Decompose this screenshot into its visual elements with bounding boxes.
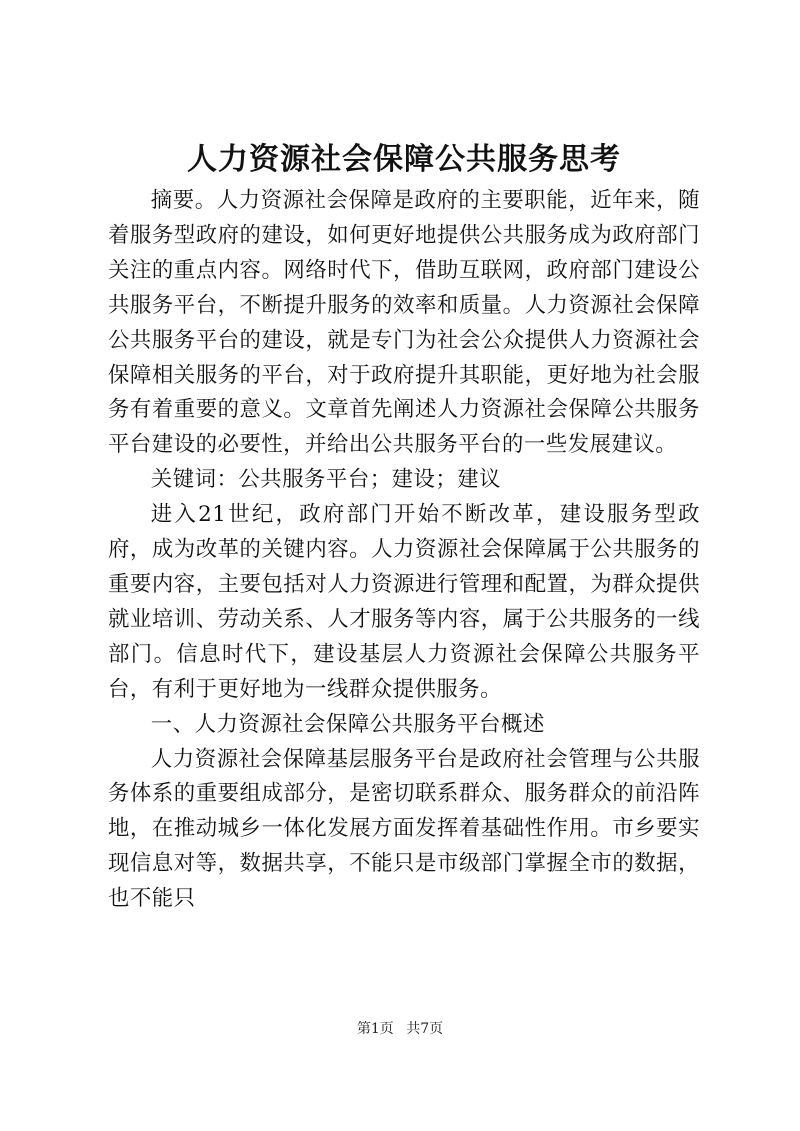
document-page xyxy=(108,136,700,917)
keywords-paragraph: 关键词：公共服务平台；建设；建议 xyxy=(150,467,502,493)
section-heading: 一、人力资源社会保障公共服务平台概述 xyxy=(150,711,545,737)
document-title: 人力资源社会保障公共服务思考 xyxy=(187,142,621,177)
body-paragraph: 人力资源社会保障基层服务平台是政府社会管理与公共服务体系的重要组成部分，是密切联系群众、服务群众的前沿阵地，在推动城乡一体化发展方面发挥着基础性作用。市乡要实现信息对等，数据共享，不能只是市级部门掌握全市的数据，也不能只 xyxy=(108,746,700,912)
abstract-paragraph: 摘要。人力资源社会保障是政府的主要职能，近年来，随着服务型政府的建设，如何更好地提供公共服务成为政府部门关注的重点内容。网络时代下，借助互联网，政府部门建设公共服务平台，不断提升服务的效率和质量。人力资源社会保障公共服务平台的建设，就是专门为社会公众提供人力资源社会保障相关服务的平台，对于政府提升其职能，更好地为社会服务有着重要的意义。文章首先阐述人力资源社会保障公共服务平台建设的必要性，并给出公共服务平台的一些发展建议。 xyxy=(108,188,700,458)
intro-paragraph: 进入21世纪，政府部门开始不断改革，建设服务型政府，成为改革的关键内容。人力资源社会保障属于公共服务的重要内容，主要包括对人力资源进行管理和配置，为群众提供就业培训、劳动关系、人才服务等内容，属于公共服务的一线部门。信息时代下，建设基层人力资源社会保障公共服务平台，有利于更好地为一线群众提供服务。 xyxy=(108,502,700,702)
page-total: 共7页 xyxy=(406,1021,444,1037)
page-number: 第1页 xyxy=(356,1021,394,1037)
page-footer xyxy=(0,1018,800,1038)
